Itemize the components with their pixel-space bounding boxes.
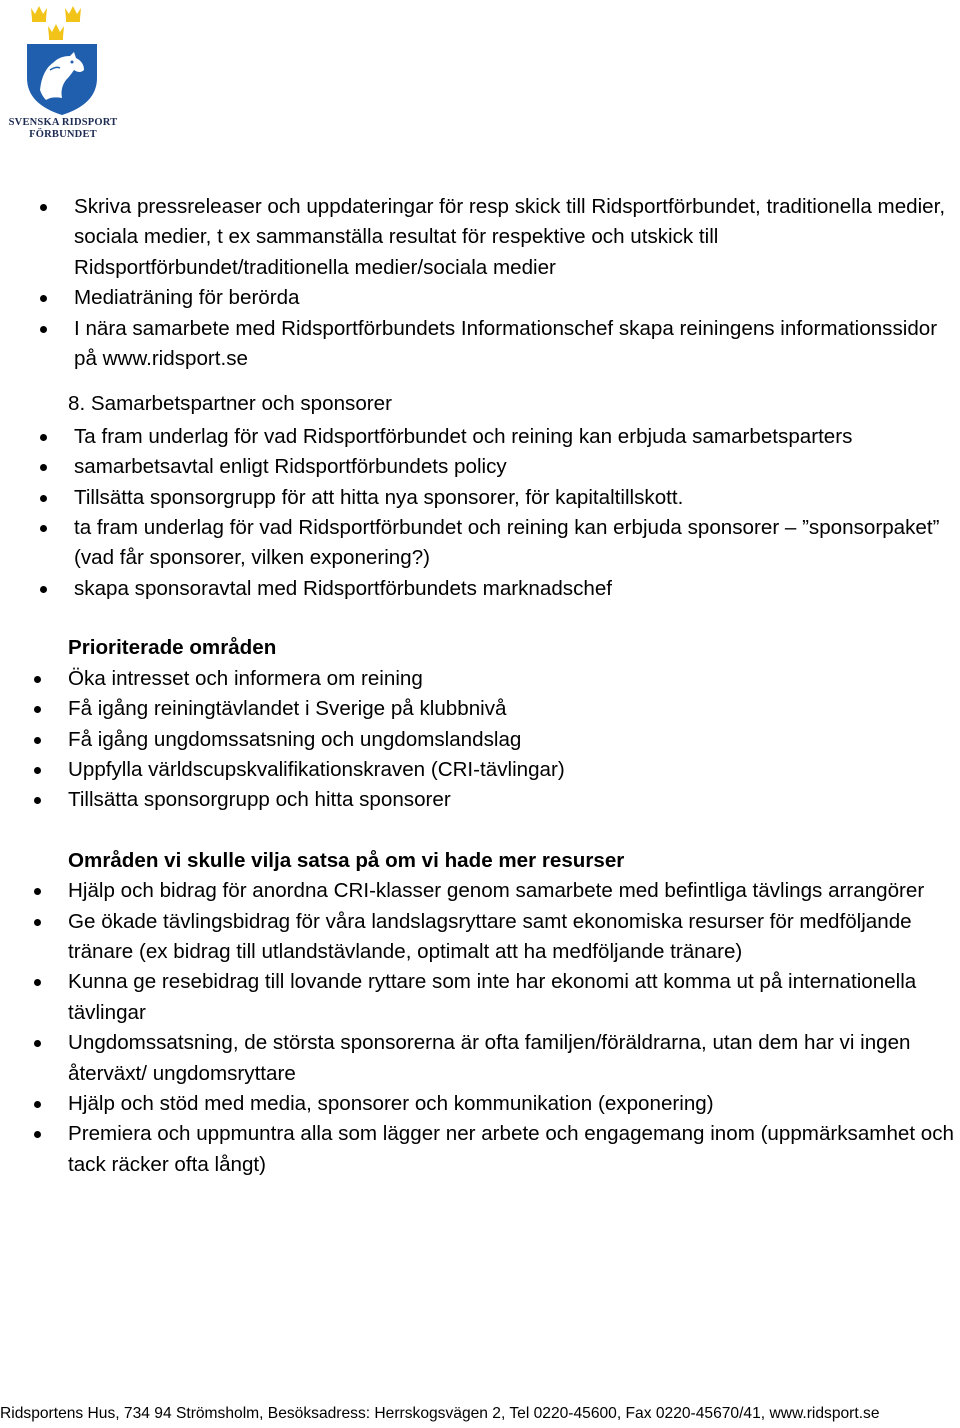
list-item: Hjälp och stöd med media, sponsorer och kommunikation (exponering) — [0, 1089, 960, 1119]
federation-logo — [0, 0, 126, 146]
intro-list — [68, 192, 960, 374]
list-item: Mediaträning för berörda — [0, 283, 960, 313]
crown-icon — [48, 24, 64, 37]
priorities-list — [68, 664, 960, 816]
list-item: samarbetsavtal enligt Ridsportförbundets policy — [0, 452, 960, 482]
section8-list — [68, 422, 960, 604]
crown-shield-icon — [0, 0, 126, 118]
list-item: I nära samarbete med Ridsportförbundets Informationschef skapa reiningens informationssidor på www.ridsport.se — [0, 314, 960, 375]
list-item: Uppfylla världscupskvalifikationskraven (CRI-tävlingar) — [0, 755, 960, 785]
list-item: Hjälp och bidrag för anordna CRI-klasser genom samarbete med befintliga tävlings arrangörer — [0, 876, 960, 906]
list-item: Ungdomssatsning, de största sponsorerna är ofta familjen/föräldrarna, utan dem har vi ingen återväxt/ ungdomsryttare — [0, 1028, 960, 1089]
list-item: Tillsätta sponsorgrupp för att hitta nya sponsorer, för kapitaltillskott. — [0, 483, 960, 513]
list-item: Få igång reiningtävlandet i Sverige på klubbnivå — [0, 694, 960, 724]
priorities-heading: Prioriterade områden — [68, 636, 277, 660]
list-item: Få igång ungdomssatsning och ungdomslandslag — [0, 725, 960, 755]
list-item: Öka intresset och informera om reining — [0, 664, 960, 694]
list-item: Skriva pressreleaser och uppdateringar för resp skick till Ridsportförbundet, traditionella medier, sociala medier, t ex sammanställa resultat för respektive och utskick till Ridsportförbundet/traditionella medier/sociala medier — [0, 192, 960, 283]
document-body — [68, 192, 960, 1180]
list-item: Premiera och uppmuntra alla som lägger ner arbete och engagemang inom (uppmärksamhet och tack räcker ofta långt) — [0, 1119, 960, 1180]
resources-list — [68, 876, 960, 1180]
list-item: skapa sponsoravtal med Ridsportförbundets marknadschef — [0, 574, 960, 604]
list-item: Ta fram underlag för vad Ridsportförbundet och reining kan erbjuda samarbetsparters — [0, 422, 960, 452]
list-item: Tillsätta sponsorgrupp och hitta sponsorer — [0, 785, 960, 815]
list-item: ta fram underlag för vad Ridsportförbundet och reining kan erbjuda sponsorer – ”sponsorpaket” (vad får sponsorer, vilken exponering?) — [0, 513, 960, 574]
page-footer: Ridsportens Hus, 734 94 Strömsholm, Besöksadress: Herrskogsvägen 2, Tel 0220-45600, Fax 0220-45670/41, www.ridsport.se — [0, 1405, 880, 1422]
list-item: Kunna ge resebidrag till lovande ryttare som inte har ekonomi att komma ut på internationella tävlingar — [0, 967, 960, 1028]
list-item: Ge ökade tävlingsbidrag för våra landslagsryttare samt ekonomiska resurser för medföljande tränare (ex bidrag till utlandstävlande, optimalt att ha medföljande tränare) — [0, 907, 960, 968]
resources-heading: Områden vi skulle vilja satsa på om vi hade mer resurser — [68, 848, 625, 872]
crown-icon — [65, 6, 81, 19]
org-name-line2: FÖRBUNDET — [29, 129, 97, 140]
crown-icon — [31, 6, 47, 19]
section8-heading: 8. Samarbetspartner och sponsorer — [68, 392, 392, 416]
org-name-line1: SVENSKA RIDSPORT — [8, 117, 118, 128]
